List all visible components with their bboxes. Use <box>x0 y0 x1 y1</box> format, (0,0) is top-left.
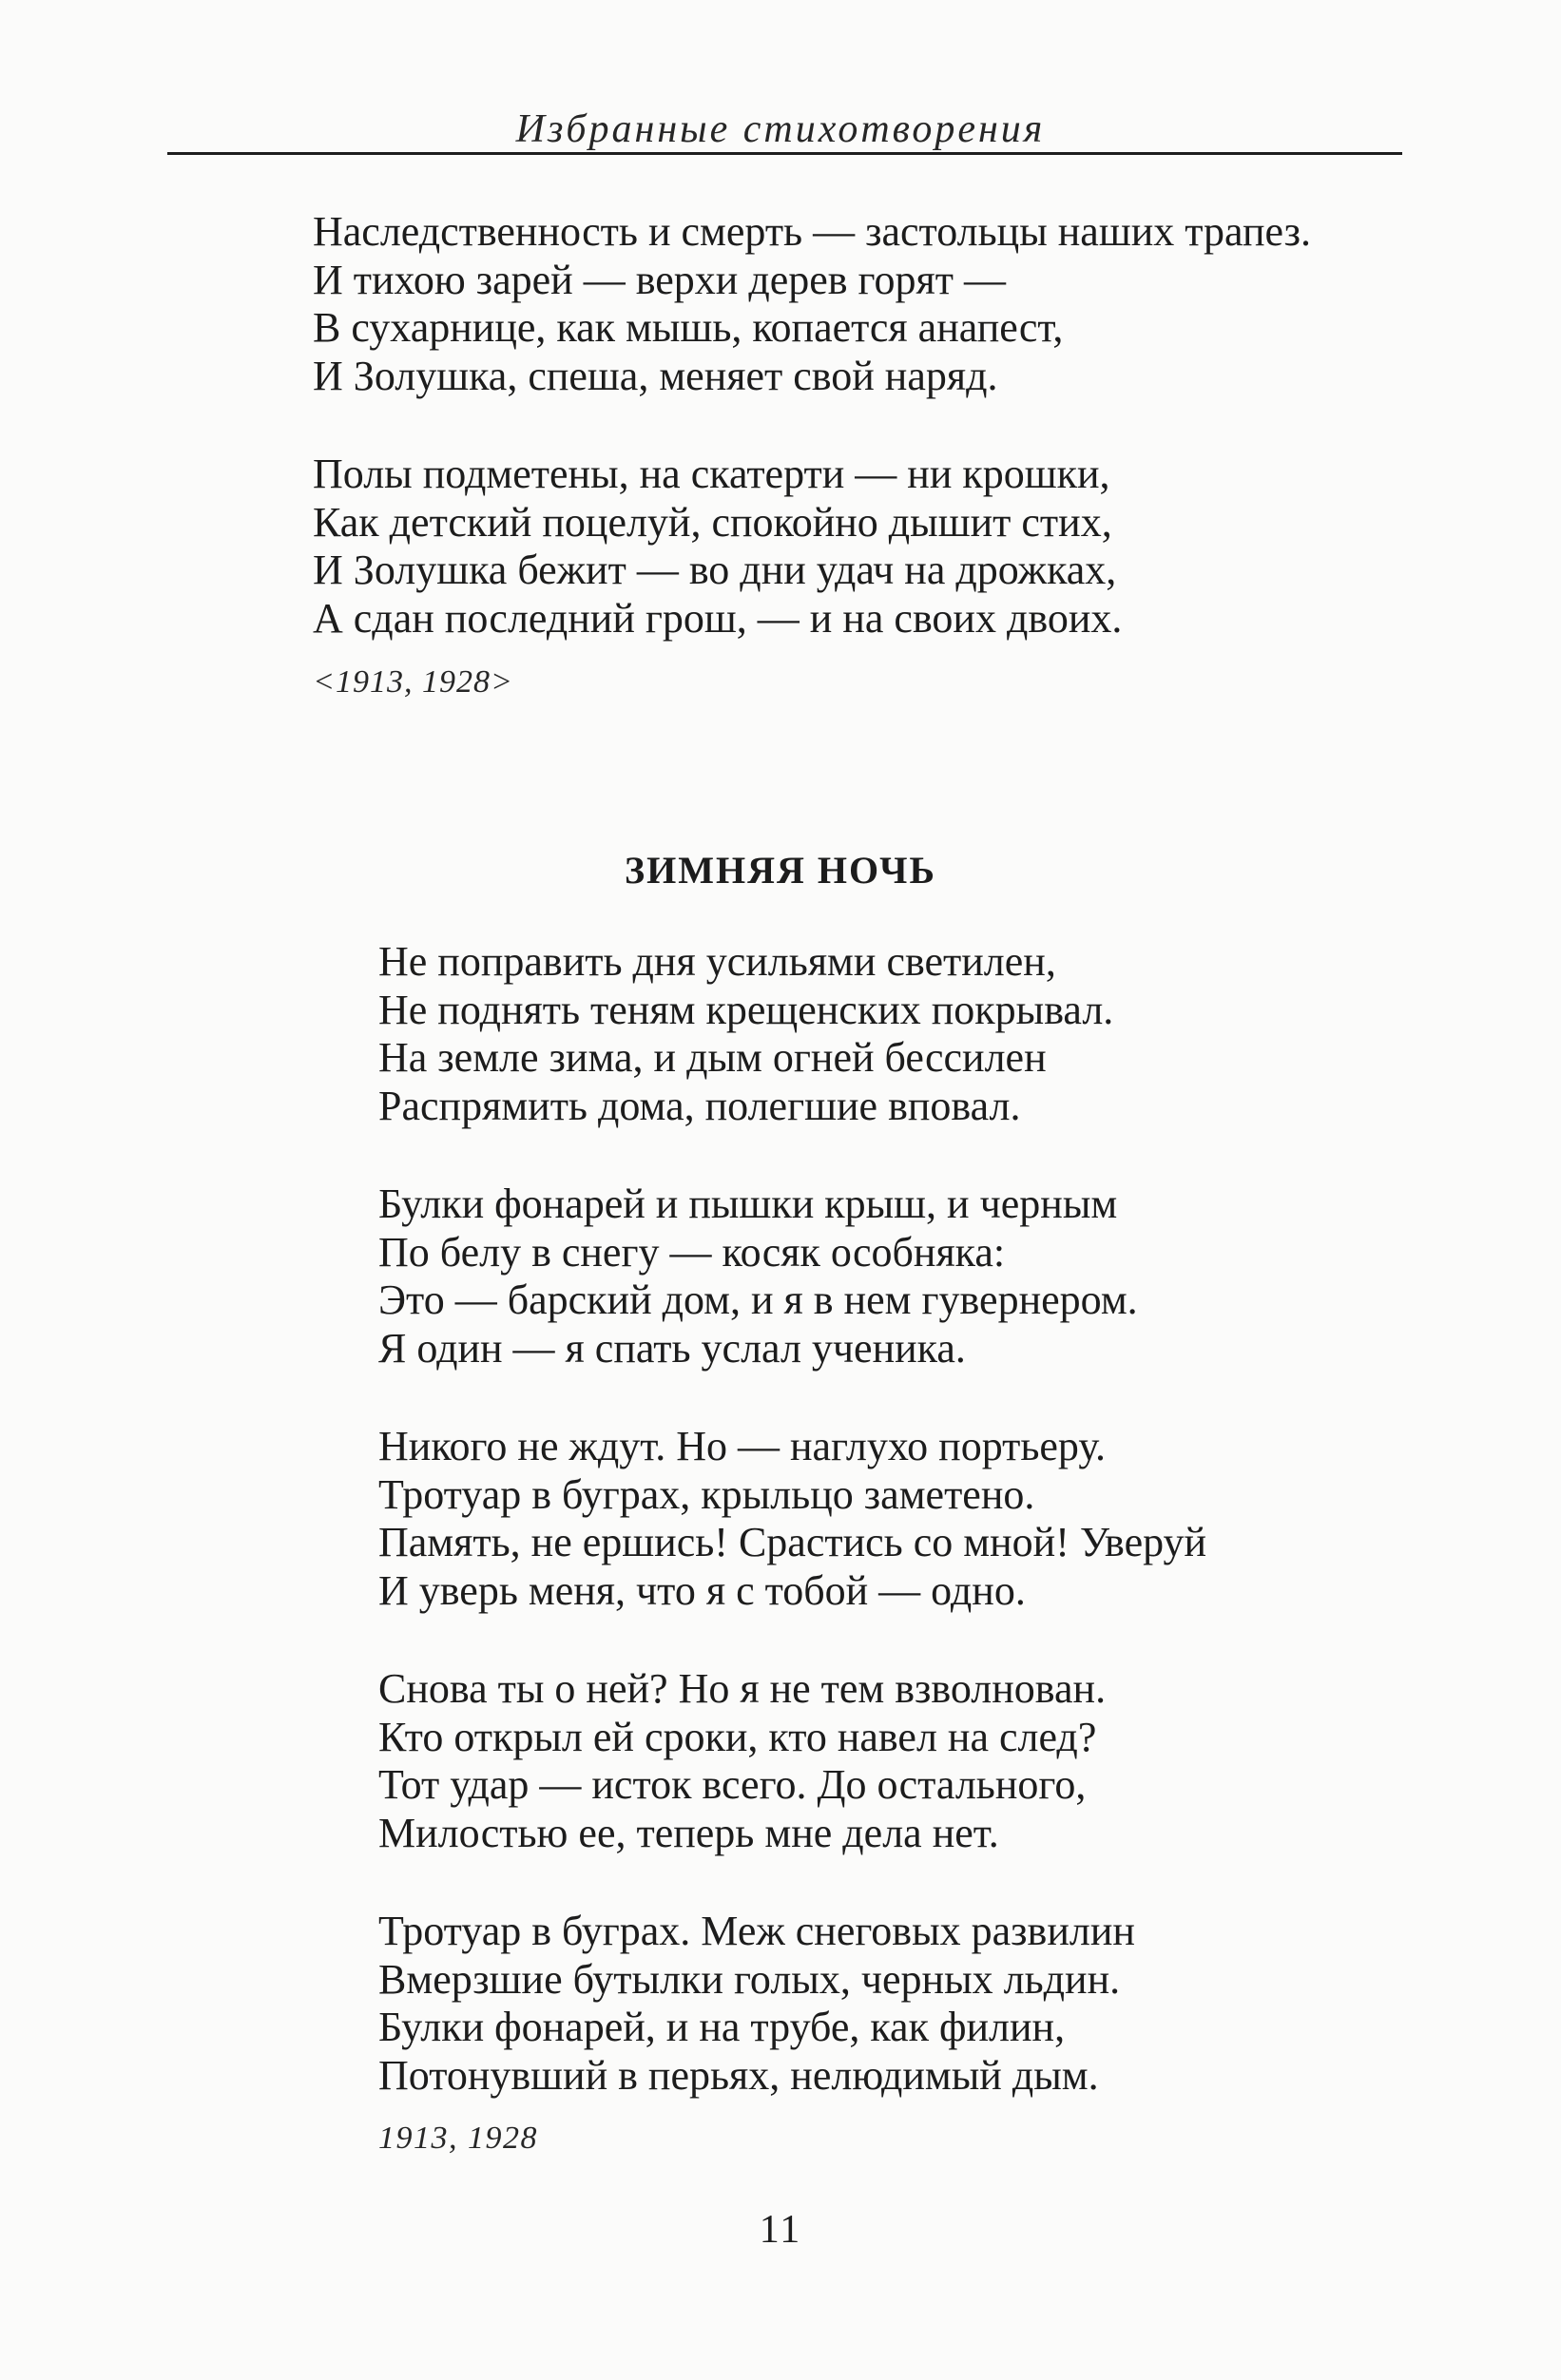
verse-line: И Золушка, спеша, меняет свой наряд. <box>313 352 998 399</box>
verse-line: Как детский поцелуй, спокойно дышит стих, <box>313 498 1112 546</box>
verse-line: Память, не ершись! Срастись со мной! Уверуй <box>378 1519 1207 1565</box>
stanza <box>378 1665 1206 1857</box>
verse-line: Я один — я спать услал ученика. <box>378 1324 966 1372</box>
stanza <box>378 1423 1206 1615</box>
verse-line: И уверь меня, что я с тобой — одно. <box>378 1566 1026 1614</box>
verse-line: Булки фонарей и пышки крыш, и черным <box>378 1180 1118 1227</box>
verse-line: Потонувший в перьях, нелюдимый дым. <box>378 2051 1099 2099</box>
verse-line: Тротуар в буграх. Меж снеговых развилин <box>378 1908 1135 1954</box>
verse-line: В сухарнице, как мышь, копается анапест, <box>313 304 1064 351</box>
poem-title: ЗИМНЯЯ НОЧЬ <box>625 849 936 892</box>
verse-line: По белу в снегу — косяк особняка: <box>378 1228 1006 1276</box>
verse-line: Это — барский дом, и я в нем гувернером. <box>378 1276 1138 1323</box>
verse-line: Никого не ждут. Но — наглухо портьеру. <box>378 1423 1106 1469</box>
verse-line: Наследственность и смерть — застольцы наших трапез. <box>313 208 1311 255</box>
verse-line: Не поправить дня усильями светилен, <box>378 938 1056 985</box>
verse-line: Тот удар — исток всего. До остального, <box>378 1761 1087 1808</box>
stanza <box>378 938 1206 1130</box>
verse-line: На земле зима, и дым огней бессилен <box>378 1034 1047 1081</box>
verse-line: И тихою зарей — верхи дерев горят — <box>313 256 1006 303</box>
verse-line: Булки фонарей, и на трубе, как филин, <box>378 2004 1066 2050</box>
poem <box>378 938 1206 2100</box>
verse-line: Милостью ее, теперь мне дела нет. <box>378 1809 999 1856</box>
verse-line: Тротуар в буграх, крыльцо заметено. <box>378 1470 1035 1518</box>
stanza <box>378 1180 1206 1372</box>
verse-line: Вмерзшие бутылки голых, черных льдин. <box>378 1955 1121 2003</box>
stanza <box>378 1908 1206 2100</box>
verse-line: А сдан последний грош, — и на своих двоих. <box>313 594 1123 642</box>
verse-line: Снова ты о ней? Но я не тем взволнован. <box>378 1665 1107 1712</box>
stanza <box>313 208 1311 400</box>
poem-date: <1913, 1928> <box>313 664 513 700</box>
poem-date: 1913, 1928 <box>378 2121 538 2156</box>
verse-line: Распрямить дома, полегшие вповал. <box>378 1082 1021 1129</box>
verse-line: И Золушка бежит — во дни удач на дрожках, <box>313 547 1117 593</box>
poem <box>313 208 1311 643</box>
verse-line: Кто открыл ей сроки, кто навел на след? <box>378 1713 1097 1760</box>
stanza <box>313 451 1311 643</box>
header-rule <box>167 152 1402 155</box>
verse-line: Полы подметены, на скатерти — ни крошки, <box>313 451 1110 497</box>
running-header: Избранные стихотворения <box>515 107 1046 151</box>
page-number: 11 <box>759 2208 802 2252</box>
verse-line: Не поднять теням крещенских покрывал. <box>378 986 1114 1033</box>
